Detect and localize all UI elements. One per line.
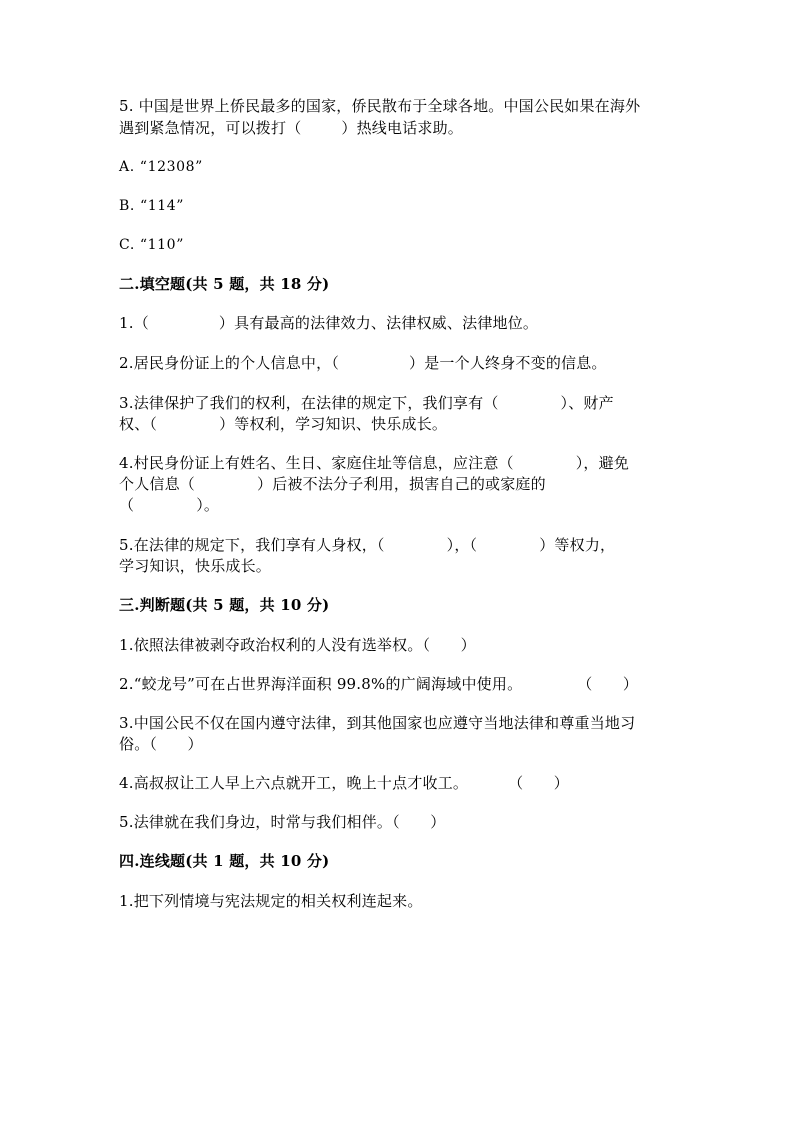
option-b: B. “114” xyxy=(119,198,185,214)
fill-q1 xyxy=(119,313,538,333)
fill-q3-l1-end: ）、财产 xyxy=(560,394,614,412)
fill-q5-line2: 学习知识，快乐成长。 xyxy=(119,557,272,575)
fill-q4-line3 xyxy=(119,495,219,515)
fill-q1-start: 1.（ xyxy=(119,314,149,332)
fill-q3-l2-end: ）等权利，学习知识、快乐成长。 xyxy=(219,415,448,433)
judge-q5: 5.法律就在我们身边，时常与我们相伴。（ ） xyxy=(119,813,446,831)
fill-q5-l1-end: ）等权力， xyxy=(539,536,616,554)
section-match-heading: 四.连线题(共 1 题，共 10 分) xyxy=(119,852,330,870)
fill-q4-l1-start: 4.村民身份证上有姓名、生日、家庭住址等信息，应注意（ xyxy=(119,454,514,472)
judge-q3-line2: 俗。（ ） xyxy=(119,735,203,753)
fill-q2-start: 2.居民身份证上的个人信息中，（ xyxy=(119,354,340,372)
fill-q4-l1-end: ），避免 xyxy=(575,454,630,472)
fill-q3-line1 xyxy=(119,393,614,413)
fill-q5-line1 xyxy=(119,535,615,555)
fill-q4-l3-end: ）。 xyxy=(196,496,220,514)
fill-q4-l2-start: 个人信息（ xyxy=(119,475,196,493)
fill-q3-line2 xyxy=(119,414,447,434)
judge-q4-text: 4.高叔叔让工人早上六点就开工，晚上十点才收工。 xyxy=(119,774,469,792)
choice-q5-line2 xyxy=(119,118,463,138)
judge-q2-bracket: （ ） xyxy=(577,675,639,693)
fill-q3-l1-start: 3.法律保护了我们的权利，在法律的规定下，我们享有（ xyxy=(119,394,499,412)
fill-q4-l2-end: ）后被不法分子利用，损害自己的或家庭的 xyxy=(257,475,546,493)
choice-q5-line2-end: ）热线电话求助。 xyxy=(341,119,464,137)
fill-q4-line2 xyxy=(119,474,546,494)
choice-q5-line2-start: 遇到紧急情况，可以拨打（ xyxy=(119,119,302,137)
fill-q2-end: ）是一个人终身不变的信息。 xyxy=(409,354,607,372)
fill-q2 xyxy=(119,353,607,373)
choice-q5-line1: 5. 中国是世界上侨民最多的国家，侨民散布于全球各地。中国公民如果在海外 xyxy=(119,97,641,115)
section-judge-heading: 三.判断题(共 5 题，共 10 分) xyxy=(119,596,330,614)
option-a: A. “12308” xyxy=(119,159,203,175)
fill-q4-line1 xyxy=(119,453,629,473)
judge-q4-bracket: （ ） xyxy=(508,774,569,792)
section-fill-heading: 二.填空题(共 5 题，共 18 分) xyxy=(119,275,330,293)
judge-q3-line1: 3.中国公民不仅在国内遵守法律，到其他国家也应遵守当地法律和尊重当地习 xyxy=(119,714,636,732)
judge-q2-text: 2.“蛟龙号”可在占世界海洋面积 99.8%的广阔海域中使用。 xyxy=(119,675,523,693)
option-c: C. “110” xyxy=(119,237,184,253)
match-q1: 1.把下列情境与宪法规定的相关权利连起来。 xyxy=(119,892,423,910)
judge-q4 xyxy=(119,773,569,793)
judge-q1: 1.依照法律被剥夺政治权利的人没有选举权。（ ） xyxy=(119,636,476,654)
fill-q5-l1-mid: ），（ xyxy=(446,536,478,554)
fill-q5-l1-start: 5.在法律的规定下，我们享有人身权，（ xyxy=(119,536,385,554)
judge-q2 xyxy=(119,674,638,694)
fill-q1-end: ）具有最高的法律效力、法律权威、法律地位。 xyxy=(218,314,539,332)
fill-q4-l3-start: （ xyxy=(119,496,135,514)
fill-q3-l2-start: 权、（ xyxy=(119,415,158,433)
